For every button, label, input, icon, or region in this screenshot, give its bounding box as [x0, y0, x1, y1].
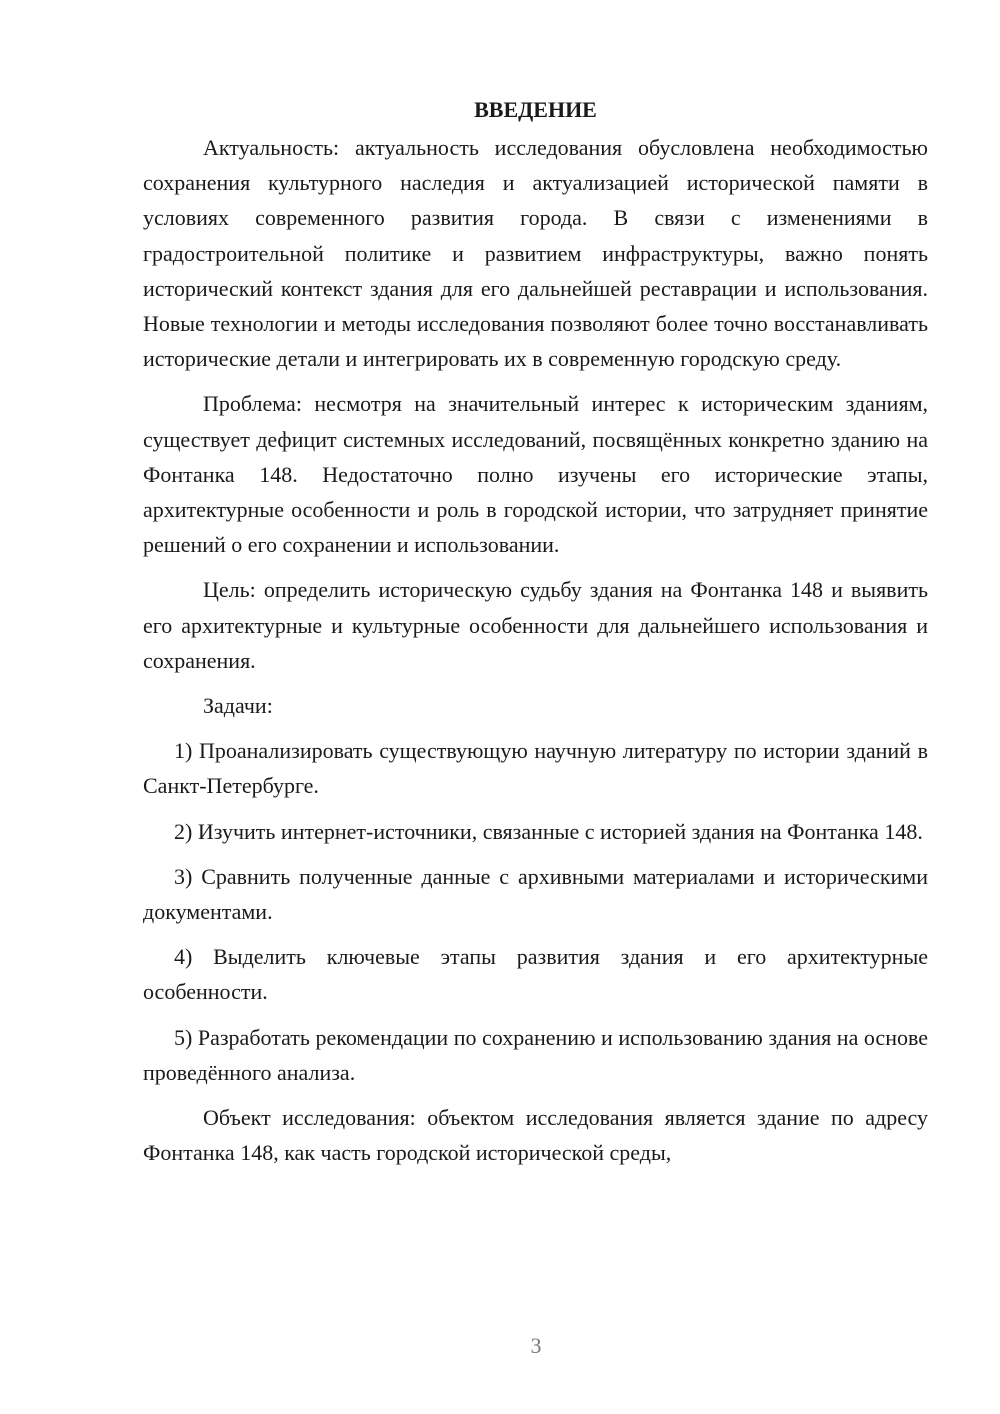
goal-paragraph: Цель: определить историческую судьбу здания на Фонтанка 148 и выявить его архитектурные и культурные особенности для дальнейшего использования и сохранения. [143, 577, 928, 673]
object-paragraph: Объект исследования: объектом исследования является здание по адресу Фонтанка 148, как часть городской исторической среды, [143, 1105, 928, 1166]
task-item-5: 5) Разработать рекомендации по сохранению и использованию здания на основе проведённого анализа. [143, 1024, 928, 1085]
task-item-2: 2) Изучить интернет-источники, связанные с историей здания на Фонтанка 148. [174, 818, 923, 844]
page-number: 3 [530, 1333, 542, 1358]
task-item-4: 4) Выделить ключевые этапы развития здания и его архитектурные особенности. [143, 944, 928, 1005]
problem-paragraph: Проблема: несмотря на значительный интерес к историческим зданиям, существует дефицит системных исследований, посвящённых конкретно зданию на Фонтанка 148. Недостаточно полно изучены его исторические этапы, архитектурные особенности и роль в городской истории, что затрудняет принятие решений о его сохранении и использовании. [143, 391, 928, 558]
tasks-label: Задачи: [203, 693, 273, 719]
task-item-3: 3) Сравнить полученные данные с архивными материалами и историческими документами. [143, 863, 928, 925]
section-heading: ВВЕДЕНИЕ [474, 97, 597, 122]
task-item-1: 1) Проанализировать существующую научную литературу по истории зданий в Санкт-Петербурге. [143, 738, 928, 799]
relevance-paragraph: Актуальность: актуальность исследования обусловлена необходимостью сохранения культурного наследия и актуализацией исторической памяти в условиях современного развития города. В связи с изменениями в градостроительной политике и развитием инфраструктуры, важно понять исторический контекст здания для его дальнейшей реставрации и использования. Новые технологии и методы исследования позволяют более точно восстанавливать исторические детали и интегрировать их в современную городскую среду. [143, 135, 928, 372]
document-page [143, 95, 928, 1180]
